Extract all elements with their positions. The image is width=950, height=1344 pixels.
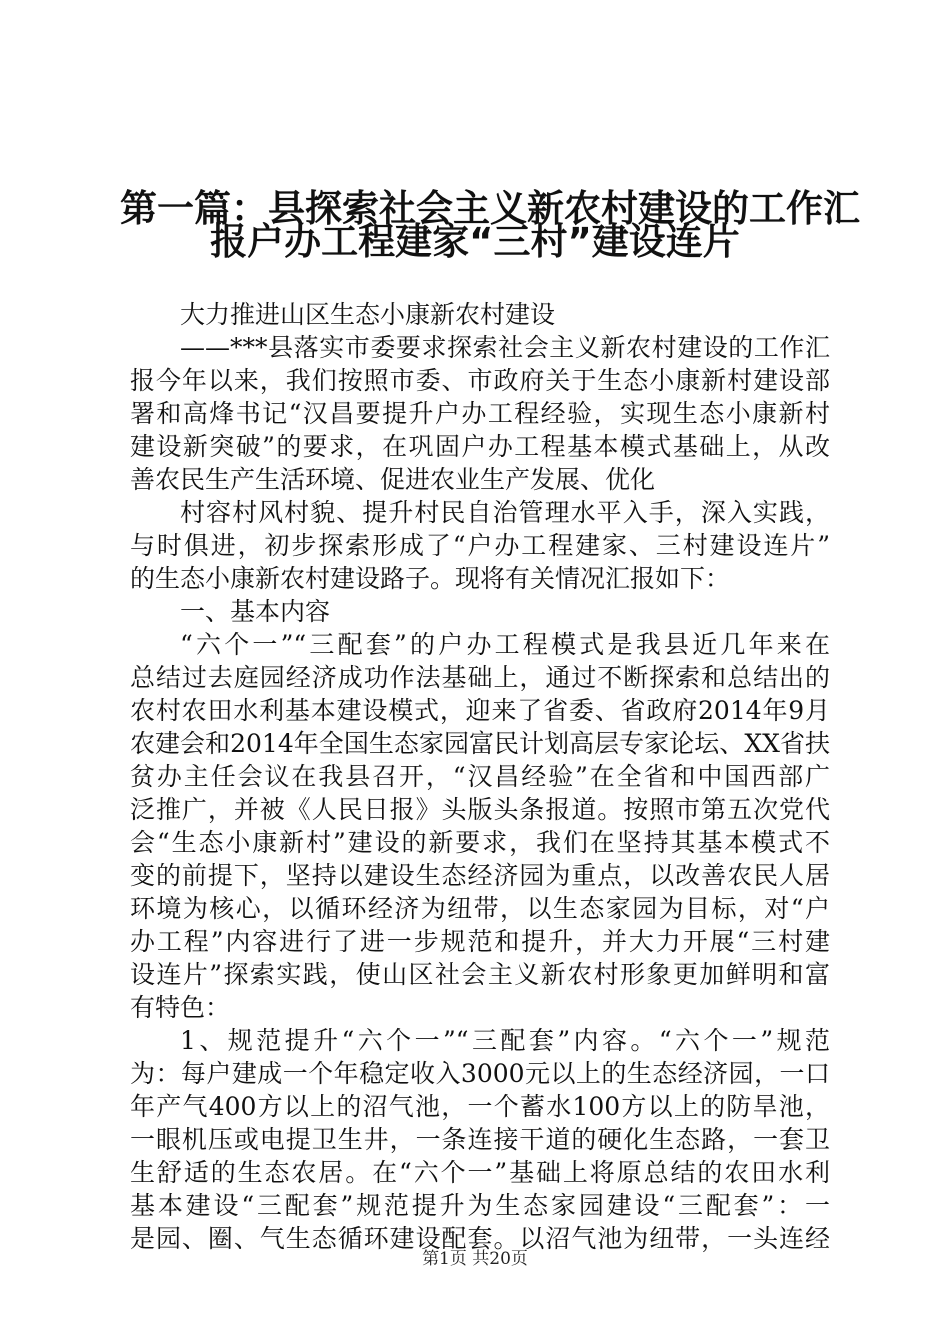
paragraph-line: 1、规范提升“六个一”“三配套”内容。“六个一”规范: [180, 1026, 830, 1055]
paragraph-line: 与时俱进，初步探索形成了“户办工程建家、三村建设连片”: [130, 531, 830, 560]
paragraph-line: 的生态小康新农村建设路子。现将有关情况汇报如下：: [130, 564, 731, 593]
paragraph-line: 变的前提下，坚持以建设生态经济园为重点，以改善农民人居: [130, 861, 830, 890]
document-body: [130, 298, 830, 1255]
paragraph-line: 生舒适的生态农居。在“六个一”基础上将原总结的农田水利: [130, 1158, 830, 1187]
paragraph-line: 总结过去庭园经济成功作法基础上，通过不断探索和总结出的: [130, 663, 830, 692]
paragraph-line: 农建会和2014年全国生态家园富民计划高层专家论坛、XX省扶: [130, 729, 830, 758]
paragraph-line: ——***县落实市委要求探索社会主义新农村建设的工作汇: [180, 333, 830, 362]
paragraph-line: 基本建设“三配套”规范提升为生态家园建设“三配套”：一: [130, 1191, 830, 1220]
paragraph-line: 贫办主任会议在我县召开，“汉昌经验”在全省和中国西部广: [130, 762, 830, 791]
paragraph-line: 泛推广，并被《人民日报》头版头条报道。按照市第五次党代: [130, 795, 830, 824]
paragraph-line: “六个一”“三配套”的户办工程模式是我县近几年来在: [180, 630, 830, 659]
paragraph-line: 农村农田水利基本建设模式，迎来了省委、省政府2014年9月: [130, 696, 830, 725]
paragraph-line: 有特色：: [130, 993, 231, 1022]
paragraph-line: 善农民生产生活环境、促进农业生产发展、优化: [130, 465, 656, 494]
document-title-line-2: 报户办工程建家“三村”建设连片: [210, 220, 740, 263]
paragraph-line: 为：每户建成一个年稳定收入3000元以上的生态经济园，一口: [130, 1059, 830, 1088]
paragraph-line: 署和高烽书记“汉昌要提升户办工程经验，实现生态小康新村: [130, 399, 830, 428]
paragraph-line: 村容村风村貌、提升村民自治管理水平入手，深入实践，: [180, 498, 830, 527]
paragraph-line: 办工程”内容进行了进一步规范和提升，并大力开展“三村建: [130, 927, 830, 956]
paragraph-line: 设连片”探索实践，使山区社会主义新农村形象更加鲜明和富: [130, 960, 830, 989]
paragraph-line: 是园、圈、气生态循环建设配套。以沼气池为纽带，一头连经: [130, 1224, 830, 1253]
paragraph-line: 一眼机压或电提卫生井，一条连接干道的硬化生态路，一套卫: [130, 1125, 830, 1154]
page-number-footer: 第1页 共20页: [422, 1249, 528, 1269]
document-title-line-1: 第一篇：县探索社会主义新农村建设的工作汇: [120, 187, 860, 230]
section-heading: 一、基本内容: [180, 597, 331, 626]
paragraph-line: 会“生态小康新村”建设的新要求，我们在坚持其基本模式不: [130, 828, 830, 857]
paragraph-line: 建设新突破”的要求，在巩固户办工程基本模式基础上，从改: [130, 432, 830, 461]
paragraph-line: 年产气400方以上的沼气池，一个蓄水100方以上的防旱池，: [130, 1092, 830, 1121]
paragraph-line: 报今年以来，我们按照市委、市政府关于生态小康新村建设部: [130, 366, 830, 395]
subtitle-line: 大力推进山区生态小康新农村建设: [180, 300, 556, 329]
paragraph-line: 环境为核心，以循环经济为纽带，以生态家园为目标，对“户: [130, 894, 830, 923]
